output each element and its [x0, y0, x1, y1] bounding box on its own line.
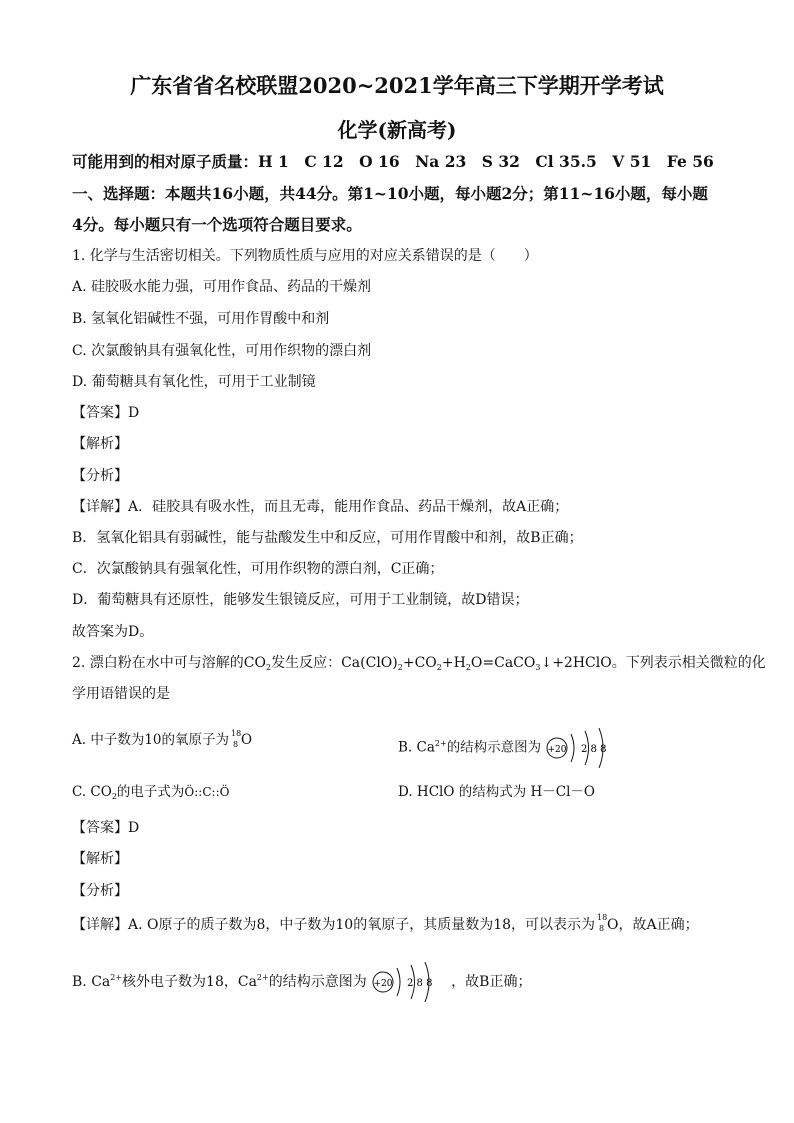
q1-detail-b: B．氢氧化铝具有弱碱性，能与盐酸发生中和反应，可用作胃酸中和剂，故B正确；: [72, 530, 583, 546]
ca-ion-structure-diagram: [545, 728, 625, 768]
q1-fenxi-label: 【分析】: [72, 468, 128, 484]
q2-option-c: C. $CO_2$的电子式为Ö::C::Ö: [72, 784, 230, 801]
q1-option-c: C. 次氯酸钠具有强氧化性，可用作织物的漂白剂: [72, 343, 372, 359]
svg-text:2 8 8: 2 8 8: [581, 744, 607, 755]
q2-option-d: D. HClO 的结构式为 H－Cl－O: [398, 784, 595, 800]
ca-ion-structure-diagram-detail: [371, 962, 451, 1002]
oxygen-isotope: 18 8: [231, 728, 242, 749]
svg-text:+20: +20: [373, 979, 393, 989]
atomic-masses: 可能用到的相对原子质量：H 1 C 12 O 16 Na 23 S 32 Cl 35.5 V 51 Fe 56: [72, 152, 714, 171]
q2-stem: 2. 漂白粉在水中可与溶解的$CO_2$发生反应：$Ca(ClO)_2+CO_2+H_2O=CaCO_3↓+2HClO$。下列表示相关微粒的化: [72, 655, 766, 672]
section-header-cont: 4分。每小题只有一个选项符合题目要求。: [72, 215, 362, 234]
q2-option-a: A. 中子数为10的氧原子为 18 8 O: [72, 728, 253, 749]
svg-text:2 8 8: 2 8 8: [407, 978, 433, 989]
page-title: 广东省省名校联盟2020~2021学年高三下学期开学考试: [130, 73, 664, 98]
q1-detail-c: C．次氯酸钠具有强氧化性，可用作织物的漂白剂，C正确；: [72, 561, 444, 577]
page-subtitle: 化学(新高考): [337, 118, 457, 142]
q1-detail-a: 【详解】A．硅胶具有吸水性，而且无毒，能用作食品、药品干燥剂，故A正确；: [72, 499, 569, 515]
q1-stem: 1. 化学与生活密切相关。下列物质性质与应用的对应关系错误的是（ ）: [72, 248, 538, 264]
q1-detail-d: D．葡萄糖具有还原性，能够发生银镜反应，可用于工业制镜，故D错误；: [72, 592, 529, 608]
q2-detail-a: 【详解】A. O原子的质子数为8，中子数为10的氧原子，其质量数为18，可以表示为 18 8 O，故A正确；: [72, 913, 699, 933]
q2-detail-b: B. $Ca^{2+}$核外电子数为18，$Ca^{2+}$的结构示意图为 +20 2 8 8 ，故B正确；: [72, 962, 531, 1002]
q1-option-b: B. 氢氧化铝碱性不强，可用作胃酸中和剂: [72, 311, 330, 327]
q1-option-d: D. 葡萄糖具有氧化性，可用于工业制镜: [72, 374, 316, 390]
q1-option-a: A. 硅胶吸水能力强，可用作食品、药品的干燥剂: [72, 279, 372, 295]
q1-answer: 【答案】D: [72, 405, 140, 421]
co2-electron-formula: Ö::C::Ö: [184, 785, 230, 799]
oxygen-isotope-detail: 18 8: [597, 913, 608, 933]
svg-text:+20: +20: [547, 745, 567, 755]
q2-stem-cont: 学用语错误的是: [72, 686, 170, 702]
section-header: 一、选择题：本题共16小题，共44分。第1~10小题，每小题2分；第11~16小题，每小题: [72, 184, 708, 203]
q2-option-b: B. $Ca^{2+}$的结构示意图为 +20 2 8 8: [398, 728, 625, 768]
q2-analysis-label: 【解析】: [72, 851, 128, 867]
q2-answer: 【答案】D: [72, 820, 140, 836]
q2-fenxi-label: 【分析】: [72, 883, 128, 899]
q1-analysis-label: 【解析】: [72, 436, 128, 452]
q1-conclusion: 故答案为D。: [72, 624, 154, 640]
